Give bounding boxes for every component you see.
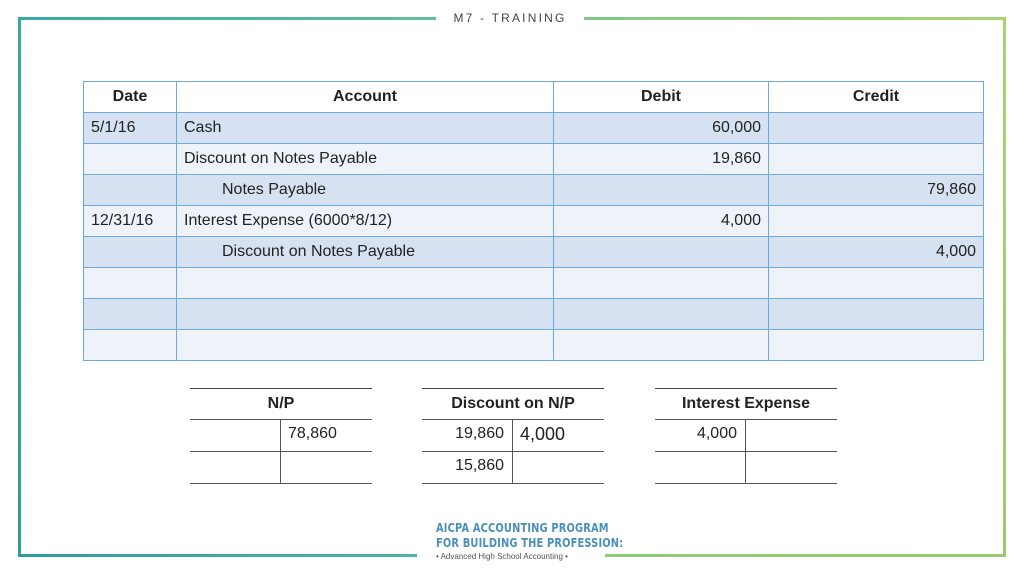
date-cell bbox=[84, 330, 177, 361]
account-cell bbox=[177, 268, 554, 299]
frame-bottom-left bbox=[18, 554, 417, 557]
credit-cell: 79,860 bbox=[769, 175, 984, 206]
debit-side-cell bbox=[190, 420, 281, 451]
debit-cell bbox=[554, 268, 769, 299]
debit-side-cell bbox=[655, 452, 746, 483]
column-header-debit: Debit bbox=[554, 82, 769, 113]
debit-cell bbox=[554, 237, 769, 268]
credit-cell bbox=[769, 268, 984, 299]
slide-title: M7 - TRAINING bbox=[453, 11, 567, 25]
t-account-row bbox=[655, 420, 837, 452]
debit-cell bbox=[554, 175, 769, 206]
table-row bbox=[84, 330, 984, 361]
logo-line-1: AICPA ACCOUNTING PROGRAM bbox=[436, 521, 609, 535]
table-row bbox=[84, 113, 984, 144]
date-cell: 12/31/16 bbox=[84, 206, 177, 237]
date-cell bbox=[84, 144, 177, 175]
debit-side-cell: 4,000 bbox=[655, 420, 746, 451]
account-cell: Discount on Notes Payable bbox=[177, 237, 554, 268]
debit-cell bbox=[554, 299, 769, 330]
frame-top-right bbox=[584, 17, 1006, 20]
credit-side-cell: 4,000 bbox=[520, 424, 566, 444]
credit-cell bbox=[769, 113, 984, 144]
account-cell: Discount on Notes Payable bbox=[177, 144, 554, 175]
account-cell bbox=[177, 299, 554, 330]
table-header-row bbox=[84, 82, 984, 113]
credit-cell bbox=[769, 206, 984, 237]
account-cell bbox=[177, 330, 554, 361]
table-row bbox=[84, 268, 984, 299]
aicpa-logo bbox=[436, 521, 624, 562]
credit-cell bbox=[769, 144, 984, 175]
frame-bottom-right bbox=[605, 554, 1006, 557]
table-row bbox=[84, 144, 984, 175]
t-account-row bbox=[422, 420, 604, 452]
date-cell bbox=[84, 268, 177, 299]
credit-side-cell: 78,860 bbox=[288, 425, 337, 442]
t-account-row bbox=[422, 452, 604, 484]
column-header-date: Date bbox=[84, 82, 177, 113]
credit-side-cell bbox=[746, 420, 837, 451]
journal-entry-table bbox=[83, 81, 984, 361]
debit-side-cell: 19,860 bbox=[422, 420, 513, 451]
credit-cell: 4,000 bbox=[769, 237, 984, 268]
account-cell: Notes Payable bbox=[177, 175, 554, 206]
logo-line-2: FOR BUILDING THE PROFESSION: bbox=[436, 536, 624, 550]
t-account-row bbox=[190, 452, 372, 484]
date-cell bbox=[84, 299, 177, 330]
logo-line-3: • Advanced High School Accounting • bbox=[436, 552, 568, 561]
table-row bbox=[84, 206, 984, 237]
debit-side-cell bbox=[190, 452, 281, 483]
table-row bbox=[84, 237, 984, 268]
account-cell: Interest Expense (6000*8/12) bbox=[177, 206, 554, 237]
t-account-title: N/P bbox=[190, 389, 372, 420]
account-cell: Cash bbox=[177, 113, 554, 144]
column-header-credit: Credit bbox=[769, 82, 984, 113]
table-row bbox=[84, 175, 984, 206]
date-cell bbox=[84, 175, 177, 206]
debit-cell bbox=[554, 330, 769, 361]
credit-side-cell bbox=[513, 452, 604, 483]
t-account-title: Interest Expense bbox=[655, 389, 837, 420]
frame-left bbox=[18, 17, 21, 557]
t-account-notes-payable bbox=[190, 388, 372, 484]
debit-cell: 19,860 bbox=[554, 144, 769, 175]
debit-cell: 60,000 bbox=[554, 113, 769, 144]
debit-side-cell: 15,860 bbox=[422, 452, 513, 483]
credit-side-cell bbox=[746, 452, 837, 483]
credit-cell bbox=[769, 330, 984, 361]
table-row bbox=[84, 299, 984, 330]
column-header-account: Account bbox=[177, 82, 554, 113]
date-cell bbox=[84, 237, 177, 268]
credit-side-cell bbox=[281, 452, 372, 483]
date-cell: 5/1/16 bbox=[84, 113, 177, 144]
t-account-row bbox=[655, 452, 837, 484]
frame-right bbox=[1003, 17, 1006, 557]
t-account-row bbox=[190, 420, 372, 452]
credit-cell bbox=[769, 299, 984, 330]
debit-cell: 4,000 bbox=[554, 206, 769, 237]
t-account-discount-on-np bbox=[422, 388, 604, 484]
frame-top-left bbox=[18, 17, 436, 20]
t-account-title: Discount on N/P bbox=[422, 389, 604, 420]
t-account-interest-expense bbox=[655, 388, 837, 484]
